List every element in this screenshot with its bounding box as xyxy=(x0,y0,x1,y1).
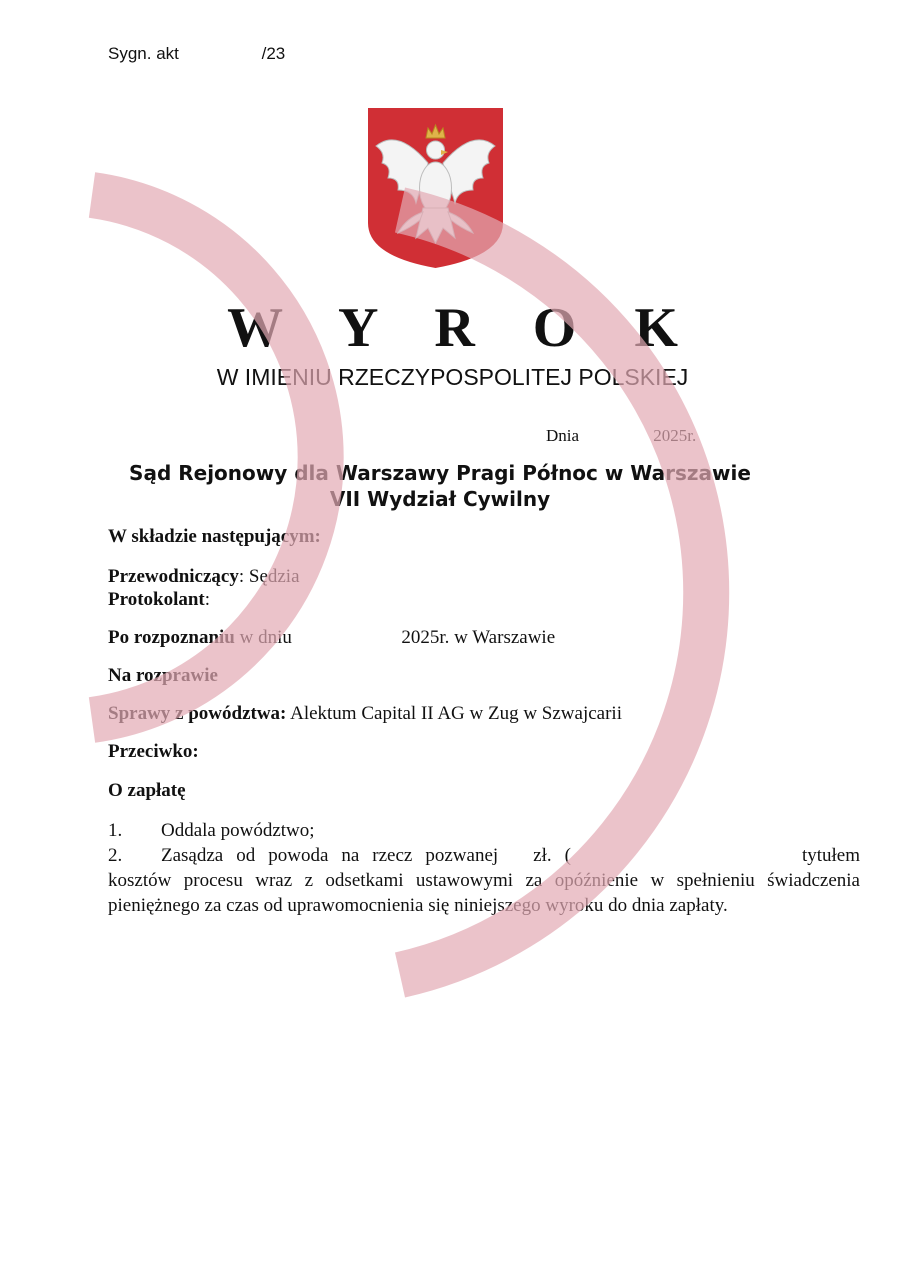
eagle-emblem-icon xyxy=(368,108,503,268)
clerk-line xyxy=(108,589,210,611)
date-line xyxy=(546,426,696,446)
signature-suffix: /23 xyxy=(261,44,286,63)
case-signature xyxy=(108,44,285,64)
document-title: W Y R O K xyxy=(227,297,700,359)
hearing-line xyxy=(108,627,555,649)
against-label: Przeciwko: xyxy=(108,741,199,762)
hearing-label: Po rozpoznaniu xyxy=(108,627,235,648)
ruling-number: 1. xyxy=(108,820,123,841)
ruling-item-1 xyxy=(108,818,860,843)
court-name: Sąd Rejonowy dla Warszawy Pragi Północ w Warszawie xyxy=(129,461,751,485)
ruling-text-c: tytułem kosztów procesu wraz z odsetkami ustawowymi za opóźnienie w spełnieniu świadczenia pieniężnego za czas od uprawomocnienia się niniejszego wyroku do dnia zapłaty. xyxy=(108,845,861,916)
subject-label: O zapłatę xyxy=(108,780,186,801)
case-label: Sprawy z powództwa: xyxy=(108,703,287,724)
court-division: VII Wydział Cywilny xyxy=(329,487,551,511)
date-year: 2025r. xyxy=(653,426,697,445)
ruling-text: Oddala powództwo; xyxy=(161,820,315,841)
ruling-item-2 xyxy=(108,843,860,918)
ruling-list xyxy=(108,818,860,918)
hearing-suffix: 2025r. w Warszawie xyxy=(401,627,556,648)
at-hearing: Na rozprawie xyxy=(108,665,218,686)
case-line xyxy=(108,703,622,725)
ruling-number: 2. xyxy=(108,845,123,866)
chair-value: : Sędzia xyxy=(238,566,300,587)
date-label: Dnia xyxy=(546,426,580,445)
ruling-text-b: zł. ( xyxy=(533,845,571,866)
hearing-prefix: w dniu xyxy=(239,627,292,648)
ruling-text-a: Zasądza od powoda na rzecz pozwanej xyxy=(161,845,499,866)
composition-label: W składzie następującym: xyxy=(108,526,321,547)
chair-line xyxy=(108,566,300,588)
court-header xyxy=(0,460,880,512)
signature-prefix: Sygn. akt xyxy=(108,44,179,63)
clerk-label: Protokolant xyxy=(108,589,205,610)
clerk-value: : xyxy=(204,589,211,610)
document-subtitle: W IMIENIU RZECZYPOSPOLITEJ POLSKIEJ xyxy=(216,364,689,390)
case-value: Alektum Capital II AG w Zug w Szwajcarii xyxy=(290,703,622,724)
chair-label: Przewodniczący xyxy=(108,566,239,587)
